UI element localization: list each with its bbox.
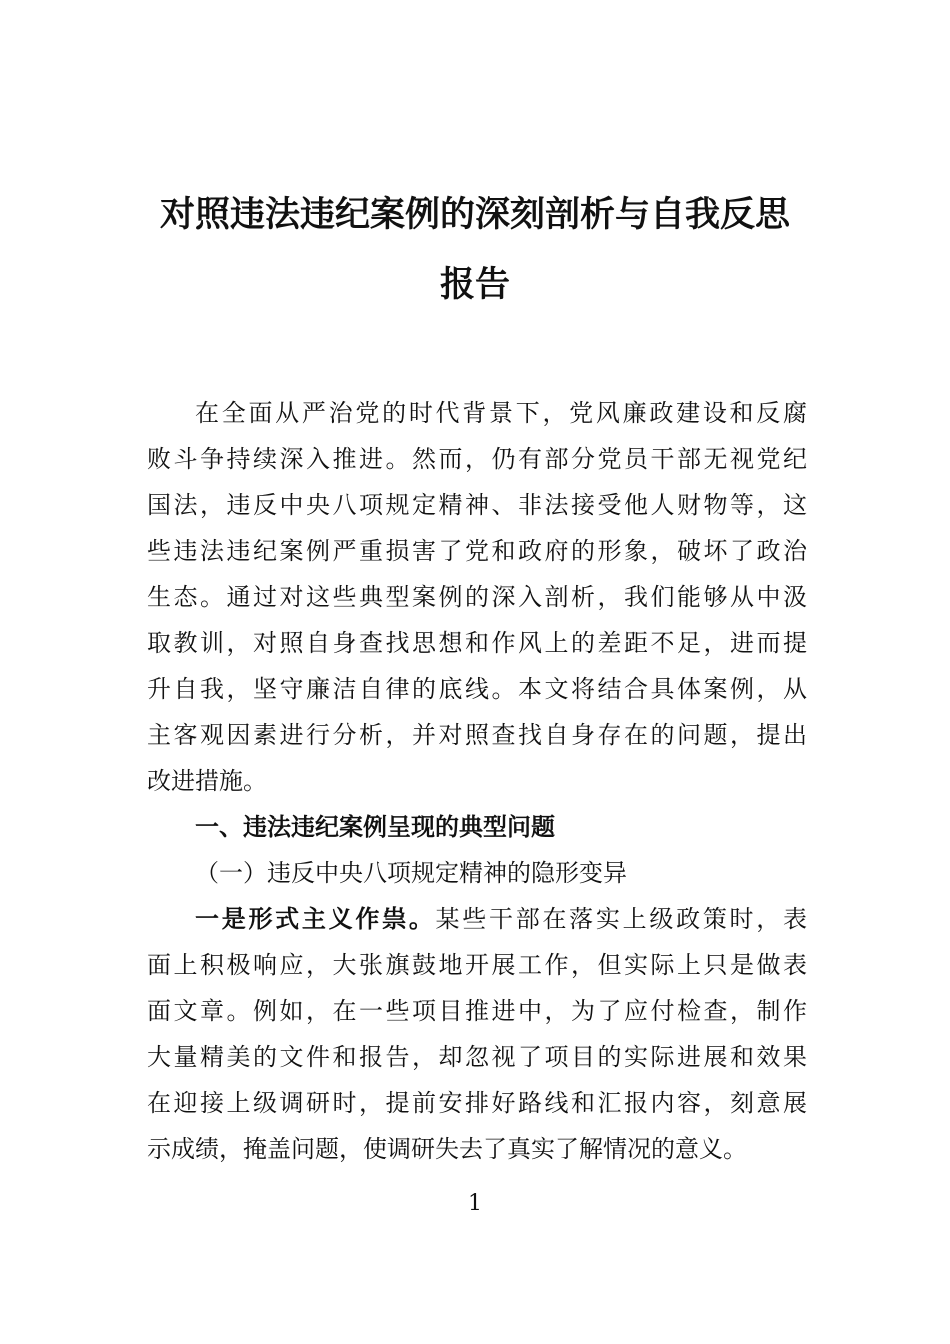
point-1-line-6: 示成绩，掩盖问题，使调研失去了真实了解情况的意义。 (147, 1135, 747, 1163)
intro-line-1: 在全面从严治党的时代背景下，党风廉政建设和反腐 (195, 399, 807, 427)
intro-line-7: 升自我，坚守廉洁自律的底线。本文将结合具体案例，从 (147, 675, 807, 703)
page-number: 1 (468, 1191, 482, 1216)
point-1-line-2: 面上积极响应，大张旗鼓地开展工作，但实际上只是做表 (147, 951, 807, 979)
intro-line-3: 国法，违反中央八项规定精神、非法接受他人财物等，这 (147, 491, 807, 519)
intro-line-8: 主客观因素进行分析，并对照查找自身存在的问题，提出 (147, 721, 807, 749)
point-1-line-3: 面文章。例如，在一些项目推进中，为了应付检查，制作 (147, 997, 807, 1025)
section-heading-1: 一、违法违纪案例呈现的典型问题 (195, 813, 555, 841)
point-1-first-line (195, 896, 807, 942)
intro-line-4: 些违法违纪案例严重损害了党和政府的形象，破坏了政治 (147, 537, 807, 565)
subsection-heading-1: （一）违反中央八项规定精神的隐形变异 (195, 859, 627, 887)
document-title-line-1: 对照违法违纪案例的深刻剖析与自我反思 (159, 195, 790, 235)
intro-line-6: 取教训，对照自身查找思想和作风上的差距不足，进而提 (147, 629, 807, 657)
point-1-line-5: 在迎接上级调研时，提前安排好路线和汇报内容，刻意展 (147, 1089, 807, 1117)
point-1-first-text: 某些干部在落实上级政策时，表 (435, 905, 808, 933)
intro-line-2: 败斗争持续深入推进。然而，仍有部分党员干部无视党纪 (147, 445, 807, 473)
intro-line-9: 改进措施。 (147, 767, 267, 795)
point-1-line-4: 大量精美的文件和报告，却忽视了项目的实际进展和效果 (147, 1043, 807, 1071)
point-1-lead: 一是形式主义作祟。 (195, 905, 436, 933)
intro-line-5: 生态。通过对这些典型案例的深入剖析，我们能够从中汲 (147, 583, 807, 611)
document-title-line-2: 报告 (439, 265, 510, 305)
